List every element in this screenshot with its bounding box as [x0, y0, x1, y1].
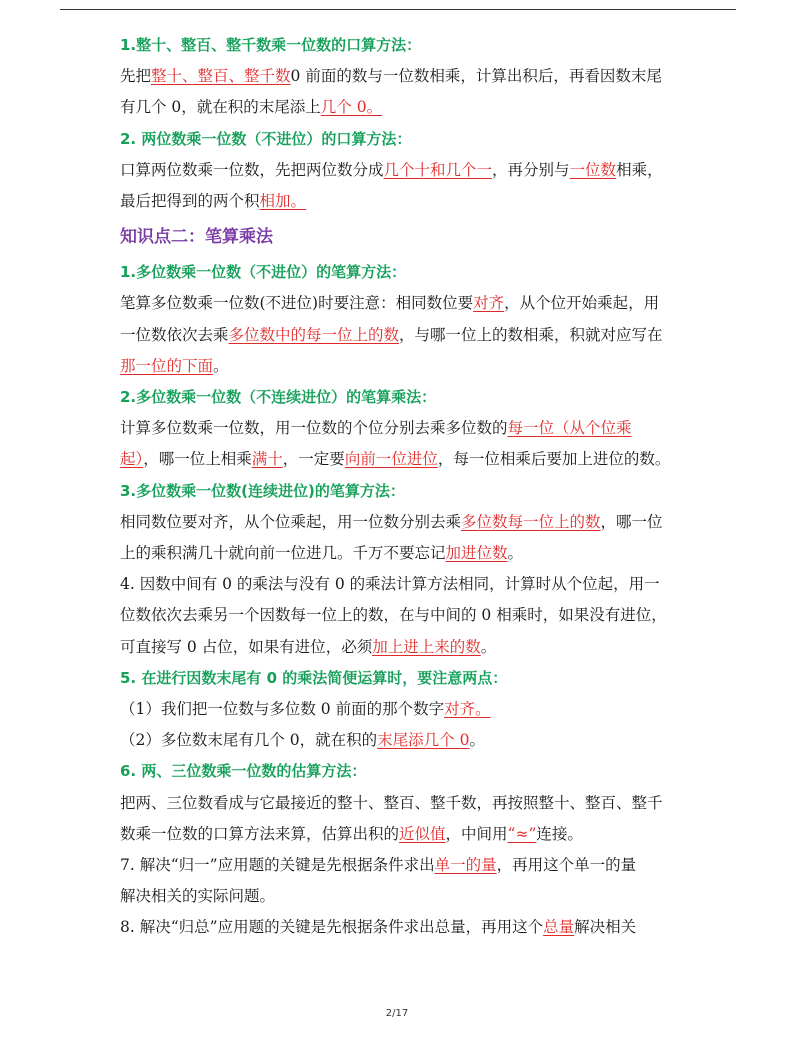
answer-text: 那一位的下面 [120, 356, 214, 375]
text-segment: （2）多位数末尾有几个 0，就在积的 [120, 731, 378, 750]
text-segment: 相乘， [616, 160, 663, 179]
text-line [120, 413, 680, 444]
text-segment: 。 [507, 544, 524, 563]
text-segment: 。 [213, 356, 229, 375]
answer-text: 加上进上来的数 [372, 637, 481, 656]
text-segment: 数乘一位数的口算方法来算，估算出积的 [120, 824, 400, 843]
text-line [120, 881, 680, 912]
text-segment: 可直接写 0 占位，如果有进位，必须 [120, 637, 373, 656]
text-segment: 上的乘积满几十就向前一位进几。千万不要忘记 [120, 544, 446, 563]
answer-text: 整十、整百、整千数 [151, 67, 291, 86]
answer-text: 向前一位进位 [344, 450, 438, 469]
text-segment: 把两、三位数看成与它最接近的整十、整百、整千数，再按照整十、整百、整千 [120, 793, 663, 812]
subsection-heading [120, 30, 680, 61]
text-line [120, 507, 680, 538]
text-segment: 0 前面的数与一位数相乘，计算出积后，再看因数末尾 [290, 67, 662, 86]
answer-text: 对齐。 [444, 700, 491, 719]
text-segment: 8. 解决“归总”应用题的关键是先根据条件求出总量，再用这个 [120, 918, 544, 937]
text-line [120, 320, 680, 351]
text-segment: 。 [469, 731, 485, 750]
answer-text: 起） [120, 450, 144, 469]
text-segment: 。 [480, 637, 497, 656]
text-line [120, 92, 680, 123]
text-segment: （1）我们把一位数与多位数 0 前面的那个数字 [120, 700, 445, 719]
text-line [120, 694, 680, 725]
answer-text: 单一的量 [434, 856, 497, 875]
text-segment: ，与哪一位上的数相乘，积就对应写在 [399, 325, 663, 344]
text-segment: 2. 两位数乘一位数（不进位）的口算方法： [120, 129, 412, 148]
text-segment: 口算两位数乘一位数，先把两位数分成 [120, 160, 384, 179]
answer-text: 每一位（从个位乘 [507, 419, 632, 438]
subsection-heading [120, 476, 680, 507]
text-line [120, 444, 680, 475]
text-segment: 3.多位数乘一位数(连续进位)的笔算方法： [120, 481, 405, 500]
text-segment: 解决相关 [574, 918, 637, 937]
text-line [120, 850, 680, 881]
text-line [120, 632, 680, 663]
text-segment: 6. 两、三位数乘一位数的估算方法： [120, 762, 367, 781]
text-line [120, 819, 680, 850]
text-segment: ，一定要 [282, 450, 345, 469]
subsection-heading [120, 756, 680, 787]
text-line [120, 600, 680, 631]
text-segment: 解决相关的实际问题。 [120, 887, 276, 906]
text-segment: 位数依次去乘另一个因数每一位上的数，在与中间的 0 相乘时，如果没有进位， [120, 606, 667, 625]
text-segment: ，再用这个单一的量 [496, 856, 637, 875]
text-segment: 知识点二：笔算乘法 [120, 227, 273, 248]
answer-text: 加进位数 [445, 544, 508, 563]
text-segment: 2.多位数乘一位数（不连续进位）的笔算乘法： [120, 388, 437, 407]
text-segment: ，中间用 [445, 824, 508, 843]
text-segment: ，哪一位上相乘 [143, 450, 252, 469]
text-segment: 有几个 0，就在积的末尾添上 [120, 98, 321, 117]
text-line [120, 288, 680, 319]
text-segment: ，哪一位 [600, 512, 663, 531]
text-segment: ，再分别与 [492, 160, 570, 179]
text-line [120, 351, 680, 382]
text-segment: ，从个位开始乘起，用 [504, 294, 660, 313]
answer-text: 几个 0。 [320, 98, 383, 117]
subsection-heading [120, 124, 680, 155]
answer-text: 末尾添几个 0 [377, 731, 470, 750]
text-segment: 7. 解决“归一”应用题的关键是先根据条件求出 [120, 856, 435, 875]
text-segment: 4. 因数中间有 0 的乘法与没有 0 的乘法计算方法相同，计算时从个位起，用一 [120, 575, 660, 594]
subsection-heading [120, 663, 680, 694]
text-line [120, 912, 680, 943]
answer-text: 多位数每一位上的数 [461, 512, 601, 531]
answer-text: 对齐 [473, 294, 505, 313]
text-segment: 一位数依次去乘 [120, 325, 229, 344]
text-line [120, 186, 680, 217]
page-number: 2/17 [385, 1008, 409, 1019]
answer-text: 一位数 [569, 160, 617, 179]
answer-text: 总量 [543, 918, 575, 937]
text-segment: 笔算多位数乘一位数(不进位)时要注意：相同数位要 [120, 294, 474, 313]
text-segment: 计算多位数乘一位数，用一位数的个位分别去乘多位数的 [120, 419, 508, 438]
text-line [120, 538, 680, 569]
answer-text: 几个十和几个一 [383, 160, 493, 179]
text-line [120, 155, 680, 186]
subsection-heading [120, 382, 680, 413]
answer-text: 多位数中的每一位上的数 [228, 325, 400, 344]
text-segment: 5. 在进行因数末尾有 0 的乘法简便运算时，要注意两点： [120, 668, 508, 687]
text-line [120, 788, 680, 819]
answer-text: 相加。 [259, 192, 307, 211]
text-line [120, 569, 680, 600]
text-segment: ，每一位相乘后要加上进位的数。 [437, 450, 671, 469]
answer-text: 满十 [251, 450, 283, 469]
text-line [120, 61, 680, 92]
subsection-heading [120, 257, 680, 288]
text-segment: 最后把得到的两个积 [120, 192, 260, 211]
section-heading [120, 217, 680, 257]
text-segment: 连接。 [536, 824, 583, 843]
text-segment: 相同数位要对齐，从个位乘起，用一位数分别去乘 [120, 512, 462, 531]
text-segment: 先把 [120, 67, 152, 86]
text-segment: 1.多位数乘一位数（不进位）的笔算方法： [120, 263, 407, 282]
document-body [120, 30, 680, 944]
answer-text: 近似值 [399, 824, 446, 843]
header-rule [60, 9, 736, 10]
text-line [120, 725, 680, 756]
text-segment: 1.整十、整百、整千数乘一位数的口算方法： [120, 36, 422, 54]
answer-text: “≈” [507, 824, 537, 843]
